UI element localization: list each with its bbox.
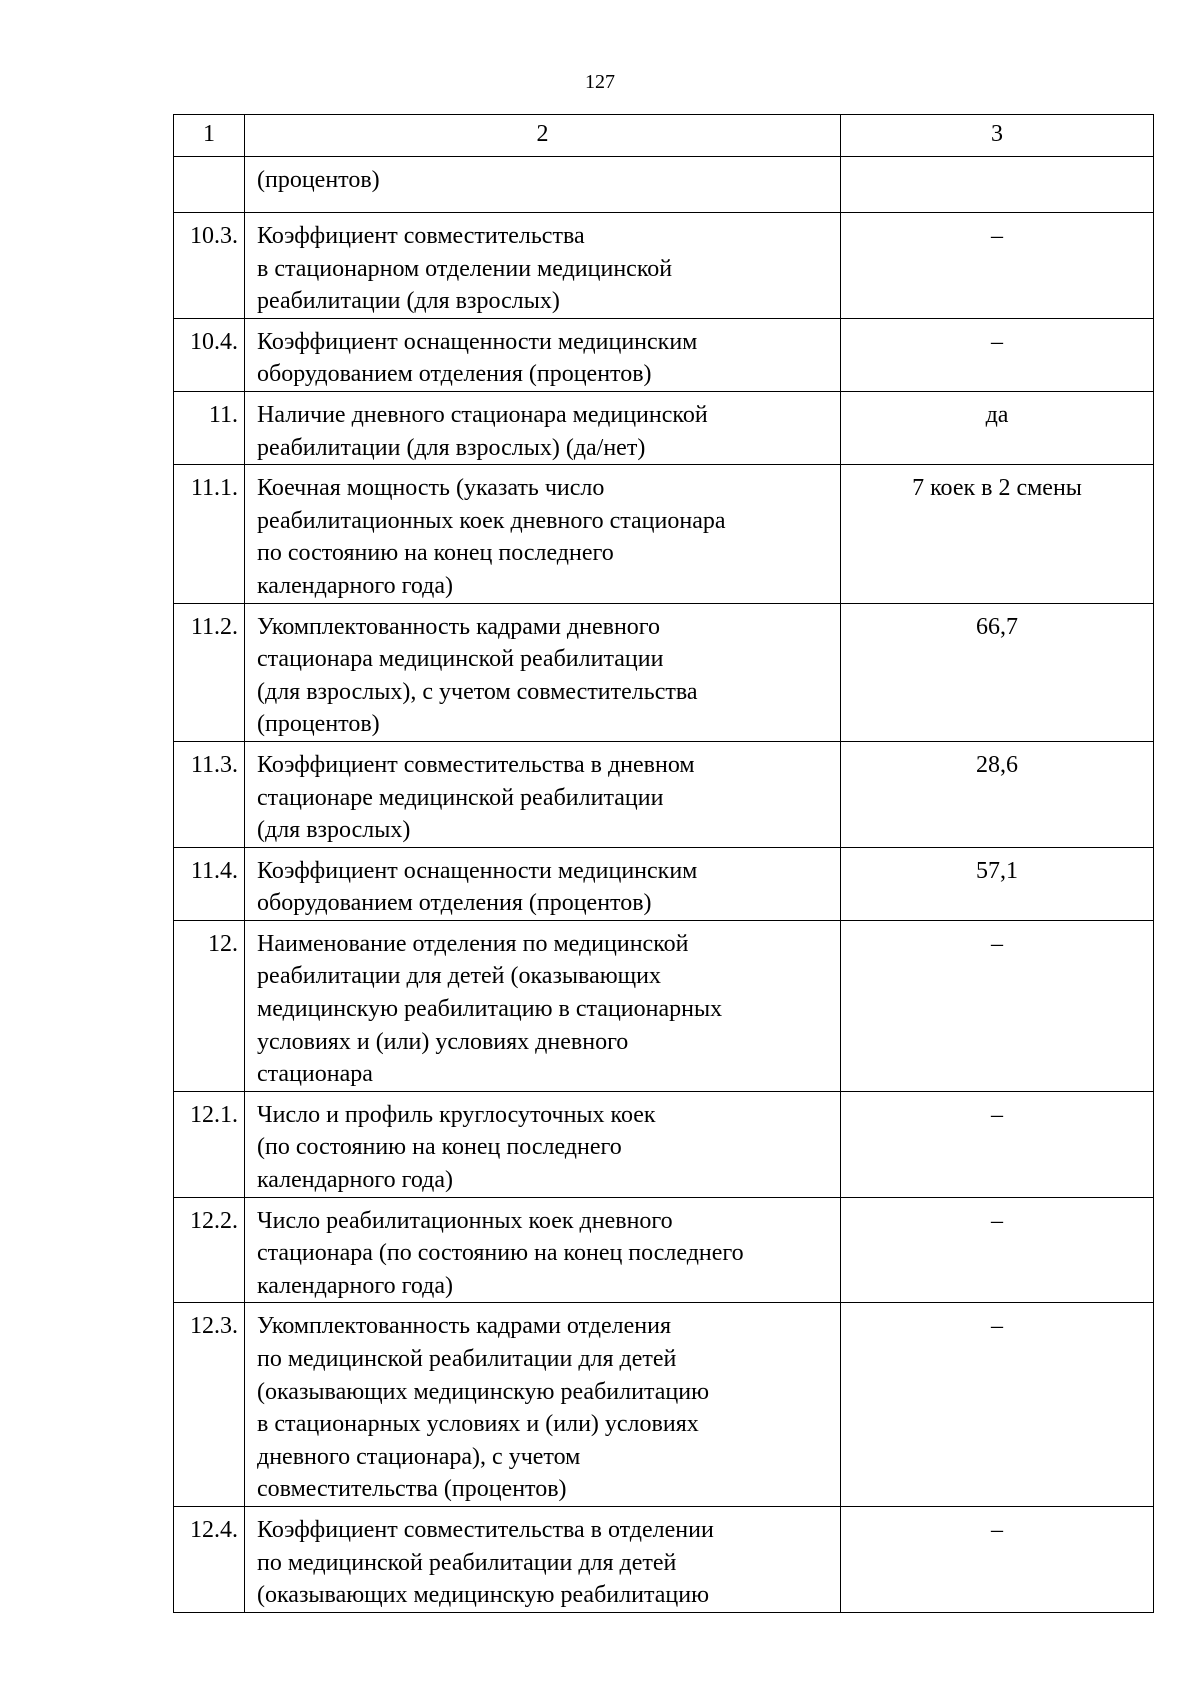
table-header-row: [174, 115, 1154, 157]
row-description: [245, 213, 841, 319]
row-value: –: [841, 1197, 1154, 1303]
description-line: совместительства (процентов): [257, 1476, 567, 1503]
row-number: 11.: [174, 391, 245, 464]
description-line: календарного года): [257, 572, 453, 599]
table-row: [174, 920, 1154, 1091]
description-line: в стационарных условиях и (или) условиях: [257, 1411, 699, 1438]
row-number: 12.: [174, 920, 245, 1091]
description-line: стационара медицинской реабилитации: [257, 646, 664, 673]
row-value: –: [841, 213, 1154, 319]
row-value: –: [841, 1091, 1154, 1197]
table-row: [174, 603, 1154, 741]
row-description: [245, 1091, 841, 1197]
description-line: по медицинской реабилитации для детей: [257, 1346, 677, 1372]
row-number: 11.2.: [174, 603, 245, 741]
row-number: 11.4.: [174, 847, 245, 920]
page-number: 127: [585, 71, 615, 93]
row-value: 57,1: [841, 847, 1154, 920]
description-line: оборудованием отделения (процентов): [257, 361, 652, 388]
column-header-value: 3: [841, 115, 1154, 157]
row-value: 7 коек в 2 смены: [841, 465, 1154, 603]
description-line: (для взрослых): [257, 817, 411, 844]
description-line: Число и профиль круглосуточных коек: [257, 1101, 656, 1128]
description-line: по медицинской реабилитации для детей: [257, 1549, 677, 1576]
description-line: реабилитации (для взрослых) (да/нет): [257, 434, 646, 461]
row-description: [245, 920, 841, 1091]
row-value: –: [841, 1303, 1154, 1507]
row-description: [245, 847, 841, 920]
column-header-number: 1: [174, 115, 245, 157]
row-value: –: [841, 1506, 1154, 1612]
description-line: медицинскую реабилитацию в стационарных: [257, 996, 723, 1023]
row-description: [245, 157, 841, 213]
row-value: –: [841, 920, 1154, 1091]
row-description: [245, 391, 841, 464]
description-line: (оказывающих медицинскую реабилитацию: [257, 1378, 710, 1405]
description-line: Наличие дневного стационара медицинской: [257, 401, 708, 428]
description-line: (по состоянию на конец последнего: [257, 1134, 622, 1161]
description-line: стационара (по состоянию на конец последнего: [257, 1240, 744, 1267]
description-line: Коэффициент совместительства в отделении: [257, 1516, 714, 1543]
row-number: 10.4.: [174, 318, 245, 391]
description-line: (для взрослых), с учетом совместительства: [257, 678, 698, 705]
table-row: [174, 213, 1154, 319]
column-header-description: 2: [245, 115, 841, 157]
description-line: (процентов): [257, 711, 380, 738]
description-line: Укомплектованность кадрами отделения: [257, 1313, 671, 1340]
description-line: по состоянию на конец последнего: [257, 540, 614, 567]
description-line: Наименование отделения по медицинской: [257, 930, 689, 957]
row-description: [245, 1506, 841, 1612]
table-row: [174, 847, 1154, 920]
row-number: 11.1.: [174, 465, 245, 603]
table-row: [174, 1197, 1154, 1303]
row-description: [245, 465, 841, 603]
description-line: календарного года): [257, 1167, 453, 1194]
table-row: [174, 1303, 1154, 1507]
description-line: (оказывающих медицинскую реабилитацию: [257, 1582, 710, 1609]
description-line: календарного года): [257, 1272, 453, 1299]
row-number: 10.3.: [174, 213, 245, 319]
table-row: [174, 1506, 1154, 1612]
row-number: 12.3.: [174, 1303, 245, 1507]
description-line: оборудованием отделения (процентов): [257, 890, 652, 917]
table-row: [174, 465, 1154, 603]
row-value: –: [841, 318, 1154, 391]
description-line: Коэффициент оснащенности медицинским: [257, 857, 698, 884]
description-line: реабилитации для детей (оказывающих: [257, 963, 661, 990]
description-line: условиях и (или) условиях дневного: [257, 1028, 629, 1055]
row-number: 12.1.: [174, 1091, 245, 1197]
description-line: дневного стационара), с учетом: [257, 1443, 581, 1470]
description-line: (процентов): [257, 167, 380, 193]
table-row: [174, 741, 1154, 847]
description-line: Коэффициент совместительства в дневном: [257, 751, 695, 778]
description-line: Коэффициент совместительства: [257, 223, 585, 249]
row-number: [174, 157, 245, 213]
table-row: [174, 391, 1154, 464]
description-line: Число реабилитационных коек дневного: [257, 1207, 673, 1234]
row-value: 66,7: [841, 603, 1154, 741]
row-value: 28,6: [841, 741, 1154, 847]
table-row: [174, 1091, 1154, 1197]
description-line: Коэффициент оснащенности медицинским: [257, 328, 698, 355]
table-row: [174, 318, 1154, 391]
row-value: [841, 157, 1154, 213]
description-line: реабилитационных коек дневного стационара: [257, 507, 726, 534]
row-description: [245, 1303, 841, 1507]
description-line: Коечная мощность (указать число: [257, 475, 605, 502]
description-line: в стационарном отделении медицинской: [257, 255, 673, 282]
row-description: [245, 741, 841, 847]
row-description: [245, 318, 841, 391]
row-description: [245, 603, 841, 741]
row-number: 12.2.: [174, 1197, 245, 1303]
row-number: 12.4.: [174, 1506, 245, 1612]
table-row: [174, 157, 1154, 213]
row-value: да: [841, 391, 1154, 464]
row-number: 11.3.: [174, 741, 245, 847]
description-line: стационаре медицинской реабилитации: [257, 784, 664, 811]
description-line: стационара: [257, 1061, 373, 1088]
indicators-table: [173, 114, 1154, 1613]
description-line: Укомплектованность кадрами дневного: [257, 613, 661, 640]
description-line: реабилитации (для взрослых): [257, 288, 560, 315]
row-description: [245, 1197, 841, 1303]
